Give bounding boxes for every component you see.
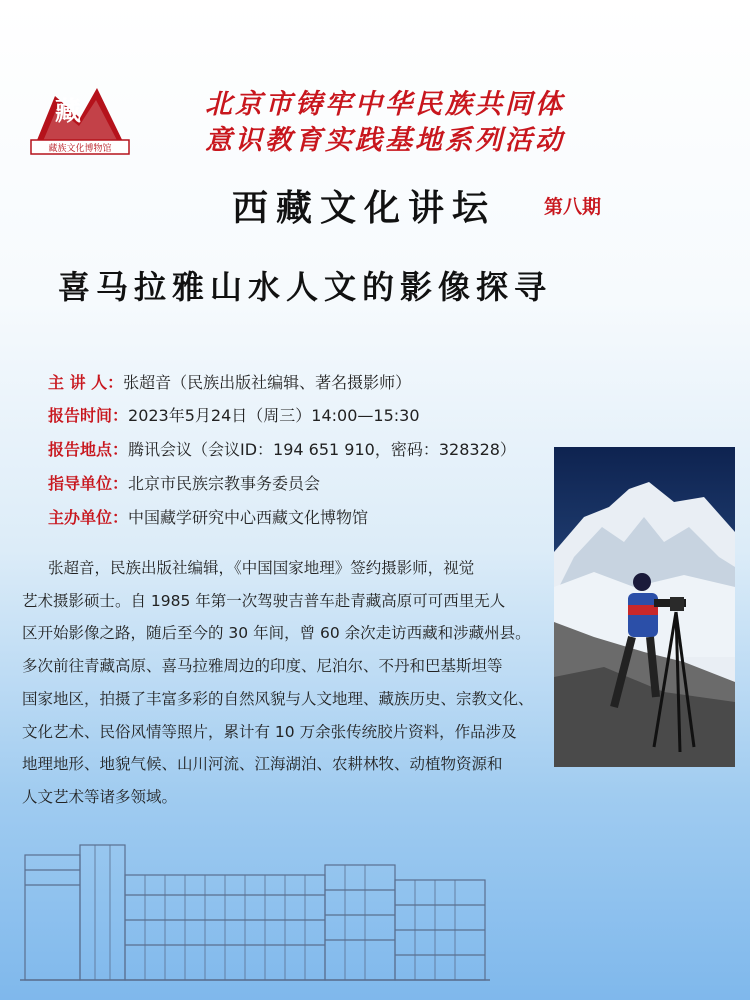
bio-line: 区开始影像之路，随后至今的 30 年间，曾 60 余次走访西藏和涉藏州县。: [22, 624, 531, 643]
bio-line: 艺术摄影硕士。自 1985 年第一次驾驶吉普车赴青藏高原可可西里无人: [22, 591, 506, 610]
museum-logo: [25, 78, 135, 158]
info-label: 主办单位：: [48, 508, 129, 527]
bio-line: 多次前往青藏高原、喜马拉雅周边的印度、尼泊尔、不丹和巴基斯坦等: [22, 657, 503, 676]
info-row-speaker: [48, 370, 411, 393]
building-sketch: [20, 835, 490, 985]
info-value: 张超音（民族出版社编辑、著名摄影师）: [123, 373, 412, 392]
bio-line: 国家地区，拍摄了丰富多彩的自然风貌与人文地理、藏族历史、宗教文化、: [22, 689, 534, 708]
logo-seal-text: 藏族文化博物馆: [48, 144, 112, 154]
bio-line: 地理地形、地貌气候、山川河流、江海湖泊、农耕林牧、动植物资源和: [22, 755, 503, 774]
logo-emblem: [25, 78, 135, 158]
info-value: 腾讯会议（会议ID：194 651 910，密码：328328）: [128, 440, 516, 459]
logo-glyph: 藏: [55, 97, 82, 127]
info-row-organizer: [48, 505, 368, 528]
header-line-2: 意识教育实践基地系列活动: [205, 125, 565, 156]
issue-badge: 第八期: [544, 196, 602, 218]
info-label: 报告时间：: [48, 406, 129, 425]
mountain-scene: [554, 447, 735, 767]
speaker-bio: [22, 552, 552, 814]
bio-line: 张超音，民族出版社编辑，《中国国家地理》签约摄影师，视觉: [48, 559, 475, 577]
museum-building-illustration: [20, 835, 490, 985]
header-line-1: 北京市铸牢中华民族共同体: [205, 89, 565, 120]
lecture-title: 喜马拉雅山水人文的影像探寻: [58, 268, 553, 306]
info-row-guidance: [48, 471, 320, 494]
info-value: 中国藏学研究中心西藏文化博物馆: [128, 508, 369, 527]
photographer-photo: [554, 447, 735, 767]
info-label: 主 讲 人：: [48, 373, 124, 392]
info-label: 指导单位：: [48, 474, 129, 493]
info-row-location: [48, 437, 516, 460]
bio-line: 文化艺术、民俗风情等照片，累计有 10 万余张传统胶片资料，作品涉及: [22, 722, 517, 741]
info-label: 报告地点：: [48, 440, 129, 459]
forum-name: 西藏文化讲坛: [232, 187, 497, 229]
info-value: 北京市民族宗教事务委员会: [128, 474, 321, 493]
bio-line: 人文艺术等诸多领域。: [22, 787, 178, 806]
info-row-time: [48, 403, 420, 426]
info-value: 2023年5月24日（周三）14:00—15:30: [128, 406, 420, 425]
